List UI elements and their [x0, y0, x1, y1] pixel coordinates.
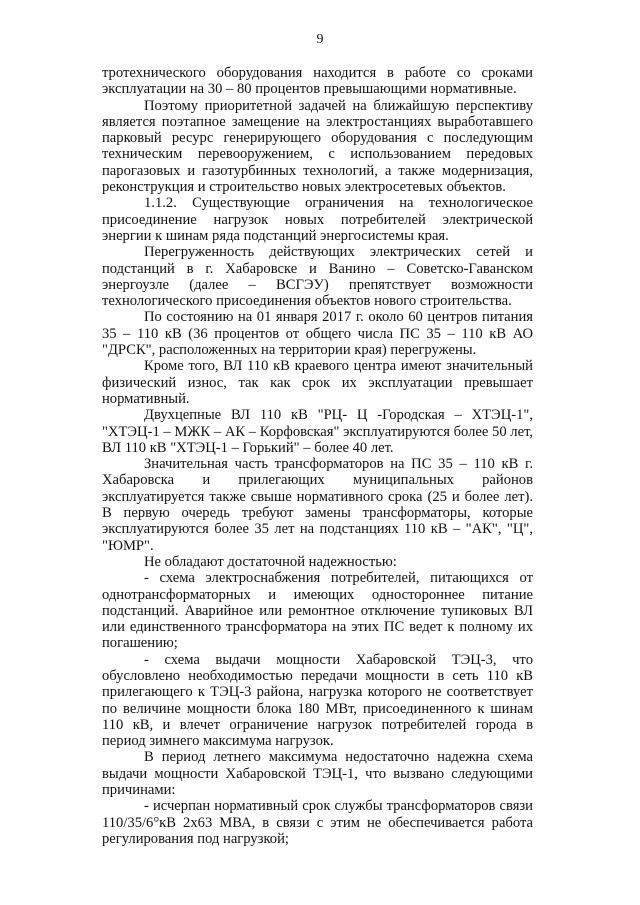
paragraph: Не обладают достаточной надежностью: [144, 553, 397, 570]
paragraph: тротехнического оборудования находится в работе со сроками эксплуатации на 30 – 80 процентов превышающими нормативные. [102, 65, 533, 98]
page-number: 9 [316, 32, 324, 47]
list-item: - исчерпан нормативный срок службы трансформаторов связи 110/35/6°кВ 2х63 МВА, в связи с этим не обеспечивается работа регулирования под нагрузкой; [102, 798, 533, 847]
list-item: - схема выдачи мощности Хабаровской ТЭЦ-3, что обусловлено необходимостью передачи мощности в сеть 110 кВ прилегающего к ТЭЦ-3 района, нагрузка которого не соответствует по величине мощности блока 180 МВт, присоединенного к шинам 110 кВ, и влечет ограничение нагрузок потребителей города в период зимнего максимума нагрузок. [102, 651, 533, 750]
paragraph: 1.1.2. Существующие ограничения на технологическое присоединение нагрузок новых потребителей электрической энергии к шинам ряда подстанций энергосистемы края. [102, 195, 533, 244]
paragraph: Поэтому приоритетной задачей на ближайшую перспективу является поэтапное замещение на электростанциях выработавшего парковый ресурс генерирующего оборудования с последующим техническим перевооружением, с использованием передовых парогазовых и газотурбинных технологий, а также модернизация, реконструкция и строительство новых электросетевых объектов. [102, 97, 533, 196]
paragraph: В период летнего максимума недостаточно надежна схема выдачи мощности Хабаровской ТЭЦ-1, что вызвано следующими причинами: [102, 749, 533, 799]
paragraph: По состоянию на 01 января 2017 г. около 60 центров питания 35 – 110 кВ (36 процентов от общего числа ПС 35 – 110 кВ АО "ДРСК", расположенных на территории края) перегружены. [102, 309, 533, 359]
paragraph: Перегруженность действующих электрических сетей и подстанций в г. Хабаровске и Ванино – Советско-Гаванском энергоузле (далее – ВСГЭУ) препятствует возможности технологического присоединения объектов нового строительства. [102, 244, 533, 310]
paragraph: Кроме того, ВЛ 110 кВ краевого центра имеют значительный физический износ, так как срок их эксплуатации превышает нормативный. [102, 358, 533, 407]
paragraph: Двухцепные ВЛ 110 кВ "РЦ- Ц -Городская – ХТЭЦ-1", "ХТЭЦ-1 – МЖК – АК – Корфовская" эксплуатируются более 50 лет, ВЛ 110 кВ "ХТЭЦ-1 – Горький" – более 40 лет. [102, 407, 533, 456]
paragraph: Значительная часть трансформаторов на ПС 35 – 110 кВ г. Хабаровска и прилегающих муниципальных районов эксплуатируется также свыше нормативного срока (25 и более лет). В первую очередь требуют замены трансформаторы, которые эксплуатируются более 35 лет на подстанциях 110 кВ – "АК", "Ц", "ЮМР". [102, 456, 533, 554]
document-body [102, 65, 533, 847]
list-item: - схема электроснабжения потребителей, питающихся от однотрансформаторных и имеющих одностороннее питание подстанций. Аварийное или ремонтное отключение тупиковых ВЛ или единственного трансформатора на этих ПС ведет к полному их погашению; [102, 570, 533, 652]
